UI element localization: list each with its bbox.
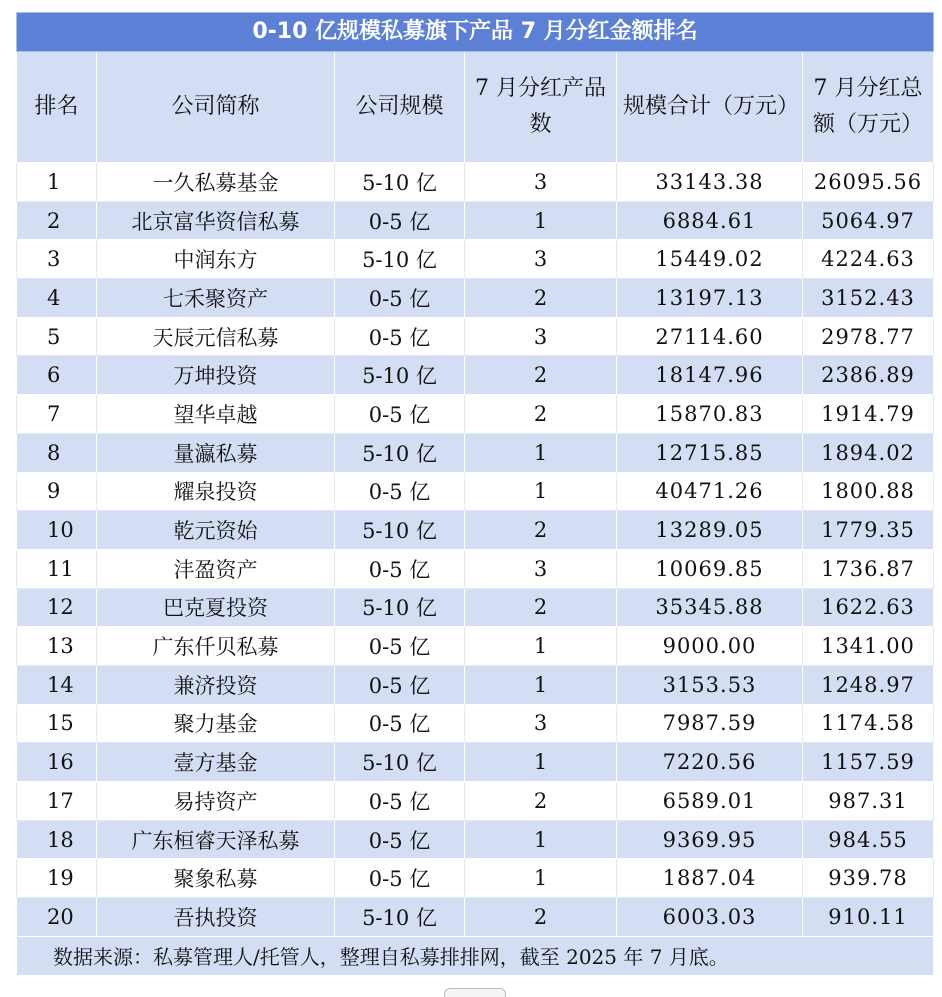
products-cell: 1	[465, 472, 617, 511]
table-row	[17, 820, 934, 859]
ranking-table-container	[16, 12, 933, 976]
company-cell: 兼济投资	[97, 665, 335, 704]
dividend-cell: 1736.87	[803, 549, 934, 588]
table-row	[17, 163, 934, 202]
company-cell: 七禾聚资产	[97, 279, 335, 318]
dividend-cell: 3152.43	[803, 279, 934, 318]
rank-cell: 14	[17, 665, 97, 704]
dividend-cell: 987.31	[803, 782, 934, 821]
total-scale-cell: 6003.03	[617, 898, 803, 937]
rank-cell: 5	[17, 317, 97, 356]
scale-cell: 0-5 亿	[335, 549, 465, 588]
total-scale-cell: 10069.85	[617, 549, 803, 588]
rank-cell: 4	[17, 279, 97, 318]
products-cell: 2	[465, 782, 617, 821]
rank-cell: 2	[17, 201, 97, 240]
products-cell: 1	[465, 820, 617, 859]
scroll-handle[interactable]	[444, 988, 506, 997]
company-cell: 一久私募基金	[97, 163, 335, 202]
company-cell: 壹方基金	[97, 743, 335, 782]
table-row	[17, 395, 934, 434]
rank-cell: 3	[17, 240, 97, 279]
products-cell: 2	[465, 395, 617, 434]
dividend-cell: 1779.35	[803, 511, 934, 550]
total-scale-cell: 3153.53	[617, 665, 803, 704]
company-cell: 易持资产	[97, 782, 335, 821]
header-dividend: 7 月分红总额（万元）	[803, 52, 934, 163]
dividend-cell: 2978.77	[803, 317, 934, 356]
total-scale-cell: 35345.88	[617, 588, 803, 627]
rank-cell: 19	[17, 859, 97, 898]
rank-cell: 6	[17, 356, 97, 395]
dividend-cell: 1341.00	[803, 627, 934, 666]
table-row	[17, 433, 934, 472]
products-cell: 1	[465, 433, 617, 472]
table-row	[17, 665, 934, 704]
dividend-cell: 939.78	[803, 859, 934, 898]
products-cell: 1	[465, 201, 617, 240]
company-cell: 聚象私募	[97, 859, 335, 898]
rank-cell: 8	[17, 433, 97, 472]
products-cell: 1	[465, 627, 617, 666]
scale-cell: 5-10 亿	[335, 163, 465, 202]
table-row	[17, 743, 934, 782]
products-cell: 3	[465, 704, 617, 743]
table-row	[17, 859, 934, 898]
dividend-cell: 1174.58	[803, 704, 934, 743]
dividend-cell: 1894.02	[803, 433, 934, 472]
title-row	[17, 13, 934, 52]
total-scale-cell: 13197.13	[617, 279, 803, 318]
products-cell: 3	[465, 163, 617, 202]
rank-cell: 11	[17, 549, 97, 588]
products-cell: 1	[465, 665, 617, 704]
scale-cell: 0-5 亿	[335, 279, 465, 318]
rank-cell: 13	[17, 627, 97, 666]
total-scale-cell: 12715.85	[617, 433, 803, 472]
rank-cell: 17	[17, 782, 97, 821]
header-total-scale: 规模合计（万元）	[617, 52, 803, 163]
company-cell: 广东仟贝私募	[97, 627, 335, 666]
products-cell: 2	[465, 588, 617, 627]
products-cell: 2	[465, 356, 617, 395]
company-cell: 巴克夏投资	[97, 588, 335, 627]
table-row	[17, 201, 934, 240]
company-cell: 聚力基金	[97, 704, 335, 743]
products-cell: 3	[465, 240, 617, 279]
table-row	[17, 627, 934, 666]
total-scale-cell: 13289.05	[617, 511, 803, 550]
rank-cell: 12	[17, 588, 97, 627]
scale-cell: 0-5 亿	[335, 395, 465, 434]
products-cell: 2	[465, 279, 617, 318]
dividend-cell: 1800.88	[803, 472, 934, 511]
table-row	[17, 511, 934, 550]
total-scale-cell: 7220.56	[617, 743, 803, 782]
table-row	[17, 356, 934, 395]
total-scale-cell: 27114.60	[617, 317, 803, 356]
company-cell: 广东桓睿天泽私募	[97, 820, 335, 859]
table-row	[17, 549, 934, 588]
products-cell: 3	[465, 317, 617, 356]
scale-cell: 5-10 亿	[335, 356, 465, 395]
total-scale-cell: 7987.59	[617, 704, 803, 743]
rank-cell: 18	[17, 820, 97, 859]
products-cell: 2	[465, 511, 617, 550]
products-cell: 1	[465, 859, 617, 898]
dividend-cell: 910.11	[803, 898, 934, 937]
ranking-table	[16, 12, 934, 976]
dividend-cell: 26095.56	[803, 163, 934, 202]
total-scale-cell: 1887.04	[617, 859, 803, 898]
table-row	[17, 317, 934, 356]
company-cell: 量瀛私募	[97, 433, 335, 472]
dividend-cell: 4224.63	[803, 240, 934, 279]
scale-cell: 0-5 亿	[335, 820, 465, 859]
total-scale-cell: 18147.96	[617, 356, 803, 395]
scale-cell: 5-10 亿	[335, 588, 465, 627]
dividend-cell: 1622.63	[803, 588, 934, 627]
company-cell: 乾元资始	[97, 511, 335, 550]
scale-cell: 0-5 亿	[335, 782, 465, 821]
products-cell: 3	[465, 549, 617, 588]
rank-cell: 15	[17, 704, 97, 743]
company-cell: 天辰元信私募	[97, 317, 335, 356]
scale-cell: 0-5 亿	[335, 472, 465, 511]
header-scale: 公司规模	[335, 52, 465, 163]
header-rank: 排名	[17, 52, 97, 163]
company-cell: 望华卓越	[97, 395, 335, 434]
company-cell: 沣盈资产	[97, 549, 335, 588]
scale-cell: 5-10 亿	[335, 433, 465, 472]
total-scale-cell: 40471.26	[617, 472, 803, 511]
total-scale-cell: 9369.95	[617, 820, 803, 859]
company-cell: 中润东方	[97, 240, 335, 279]
dividend-cell: 1914.79	[803, 395, 934, 434]
dividend-cell: 1157.59	[803, 743, 934, 782]
rank-cell: 16	[17, 743, 97, 782]
dividend-cell: 5064.97	[803, 201, 934, 240]
rank-cell: 9	[17, 472, 97, 511]
table-row	[17, 704, 934, 743]
table-row	[17, 898, 934, 937]
table-row	[17, 472, 934, 511]
total-scale-cell: 6884.61	[617, 201, 803, 240]
table-row	[17, 240, 934, 279]
company-cell: 耀泉投资	[97, 472, 335, 511]
scale-cell: 5-10 亿	[335, 898, 465, 937]
rank-cell: 20	[17, 898, 97, 937]
table-body	[17, 163, 934, 937]
products-cell: 1	[465, 743, 617, 782]
dividend-cell: 1248.97	[803, 665, 934, 704]
rank-cell: 7	[17, 395, 97, 434]
table-row	[17, 588, 934, 627]
scale-cell: 0-5 亿	[335, 627, 465, 666]
scale-cell: 0-5 亿	[335, 859, 465, 898]
scale-cell: 5-10 亿	[335, 511, 465, 550]
rank-cell: 1	[17, 163, 97, 202]
total-scale-cell: 15449.02	[617, 240, 803, 279]
header-company: 公司简称	[97, 52, 335, 163]
dividend-cell: 984.55	[803, 820, 934, 859]
table-row	[17, 279, 934, 318]
total-scale-cell: 6589.01	[617, 782, 803, 821]
company-cell: 万坤投资	[97, 356, 335, 395]
total-scale-cell: 15870.83	[617, 395, 803, 434]
table-title: 0-10 亿规模私募旗下产品 7 月分红金额排名	[17, 13, 934, 52]
scale-cell: 0-5 亿	[335, 665, 465, 704]
scale-cell: 5-10 亿	[335, 743, 465, 782]
source-note: 数据来源：私募管理人/托管人，整理自私募排排网，截至 2025 年 7 月底。	[17, 936, 934, 975]
table-row	[17, 782, 934, 821]
dividend-cell: 2386.89	[803, 356, 934, 395]
scale-cell: 0-5 亿	[335, 201, 465, 240]
header-products: 7 月分红产品数	[465, 52, 617, 163]
scale-cell: 0-5 亿	[335, 704, 465, 743]
header-row	[17, 52, 934, 163]
scale-cell: 0-5 亿	[335, 317, 465, 356]
footer-row	[17, 936, 934, 975]
rank-cell: 10	[17, 511, 97, 550]
company-cell: 北京富华资信私募	[97, 201, 335, 240]
company-cell: 吾执投资	[97, 898, 335, 937]
scale-cell: 5-10 亿	[335, 240, 465, 279]
total-scale-cell: 9000.00	[617, 627, 803, 666]
total-scale-cell: 33143.38	[617, 163, 803, 202]
products-cell: 2	[465, 898, 617, 937]
